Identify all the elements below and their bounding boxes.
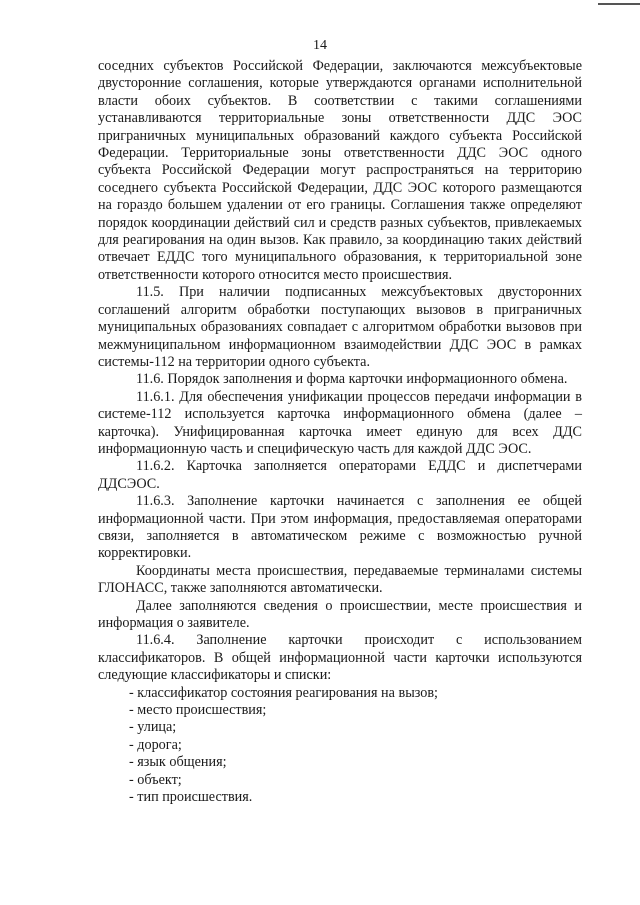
paragraph-11-5: 11.5. При наличии подписанных межсубъектовых двусторонних соглашений алгоритм обработки поступающих вызовов в приграничных муниципальных образованиях совпадает с алгоритмом обработки вызовов при межмуниципальном информационном взаимодействии ДДС ЭОС в рамках системы-112 на территории одного субъекта. <box>98 284 582 370</box>
list-item: - тип происшествия. <box>129 789 253 806</box>
body-text <box>98 58 582 806</box>
paragraph-glonass: Координаты места происшествия, передаваемые терминалами системы ГЛОНАСС, также заполняются автоматически. <box>98 562 582 597</box>
paragraph-incident-info: Далее заполняются сведения о происшествии, месте происшествия и информация о заявителе. <box>98 597 582 631</box>
list-item: - улица; <box>129 719 177 736</box>
paragraph-11-6-3: 11.6.3. Заполнение карточки начинается с заполнения ее общей информационной части. При этом информация, предоставляемая операторами связи, заполняется в автоматическом режиме с возможностью ручной корректировки. <box>98 493 582 562</box>
paragraph-11-6-2: 11.6.2. Карточка заполняется операторами ЕДДС и диспетчерами ДДСЭОС. <box>98 458 582 492</box>
list-item: - место происшествия; <box>129 702 267 719</box>
list-item: - дорога; <box>129 736 182 753</box>
page-number: 14 <box>313 38 327 53</box>
scan-edge-mark <box>598 0 640 5</box>
list-item: - объект; <box>129 771 182 788</box>
paragraph-11-6-4: 11.6.4. Заполнение карточки происходит с использованием классификаторов. В общей информационной части карточки используются следующие классификаторы и списки: <box>98 632 582 684</box>
list-item: - классификатор состояния реагирования на вызов; <box>129 684 438 701</box>
paragraph-11-6-1: 11.6.1. Для обеспечения унификации процессов передачи информации в системе-112 используется карточка информационного обмена (далее – карточка). Унифицированная карточка имеет единую для всех ДДС информационную часть и специфическую часть для каждой ДДС ЭОС. <box>98 388 582 457</box>
classifier-list <box>98 685 582 807</box>
list-item: - язык общения; <box>129 754 227 771</box>
paragraph-continuation: соседних субъектов Российской Федерации, заключаются межсубъектовые двусторонние соглашения, которые утверждаются органами исполнительной власти обоих субъектов. В соответствии с такими соглашениями устанавливаются территориальные зоны ответственности ДДС ЭОС приграничных муниципальных образований каждого субъекта Российской Федерации. Территориальные зоны ответственности ДДС ЭОС одного субъекта Российской Федерации могут распространяться на территорию соседнего субъекта Российской Федерации, ДДС ЭОС которого размещаются на гораздо большем удалении от его границы. Соглашения также определяют порядок координации действий сил и средств разных субъектов, привлекаемых для реагирования на один вызов. Как правило, за координацию таких действий отвечает ЕДДС того муниципального образования, к территориальной зоне ответственности которого относится место происшествия. <box>98 58 582 283</box>
paragraph-11-6: 11.6. Порядок заполнения и форма карточки информационного обмена. <box>136 371 568 388</box>
